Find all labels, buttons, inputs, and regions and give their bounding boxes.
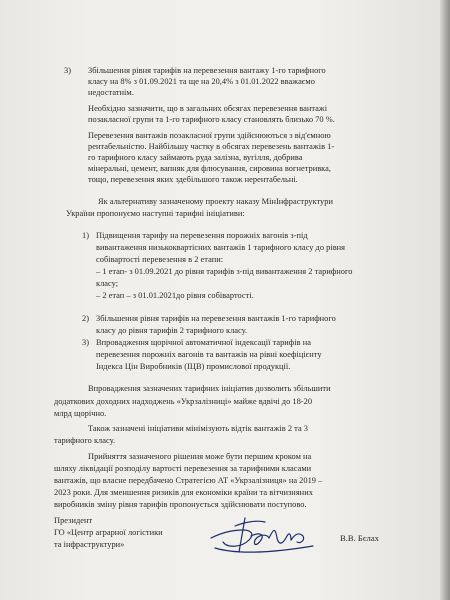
para-c-line-3: вантажів, що власне передбачено Стратегією АТ «Укрзалізниця» на 2019 – — [54, 476, 323, 485]
para-b-line-2: тарифного класу. — [54, 436, 116, 445]
signer-title-line-3: та інфраструктури» — [54, 540, 125, 549]
signer-title-line-1: Президент — [54, 516, 93, 525]
list-1-line-1: Підвищення тарифу на перевезення порожніх вагонів з-під — [96, 231, 308, 240]
item-3-line-1: Збільшення рівня тарифів на перевезення вантажу 1-го тарифного — [88, 66, 326, 75]
list-3-line-2: перевезення порожніх вагонів та вантажів на рівні коефіцієнту — [96, 350, 322, 359]
list-3-number: 3) — [82, 338, 90, 347]
item-3-line-2: класу на 8% з 01.09.2021 та ще на 20,4% з 01.01.2022 вважаємо — [88, 77, 315, 86]
list-3-line-1: Впровадження щорічної автоматичної індексації тарифів на — [96, 338, 311, 347]
list-3-line-3: Індекса Цін Виробників (ІЦВ) промислової продукції. — [96, 362, 291, 371]
note-1-line-1: Необхідно зазначити, що в загальних обсягах перевезення вантажі — [88, 104, 328, 113]
list-2-line-2: класу до рівня тарифів 2 тарифного класу. — [96, 326, 248, 335]
note-2-line-5: тощо, перевезення яких здебільшого також нерентабельні. — [88, 175, 298, 184]
para-a-line-1: Впровадження зазначених тарифних ініціатив дозволить збільшити — [88, 384, 331, 393]
list-1-stage-1-line-1: – 1 етап- з 01.09.2021 до рівня тарифів з-під вивантаження 2 тарифного — [96, 267, 353, 276]
intro-line-1: Як альтернативу зазначеному проекту наказу МінІнфраструктури — [98, 197, 333, 206]
para-c-line-1: Прийняття зазначеного рішення може бути першим кроком на — [88, 452, 312, 461]
item-3-line-3: недостатнім. — [88, 88, 134, 97]
signer-name: В.В. Бєлах — [340, 533, 379, 543]
list-2-line-1: Збільшення рівня тарифів на перевезення вантажів 1-го тарифного — [96, 314, 336, 323]
note-2-line-3: го тарифного класу займають руда залізна, вугілля, добрива — [88, 153, 303, 162]
para-b-line-1: Також зазначені ініціативи мінімізують відтік вантажів 2 та 3 — [88, 424, 309, 433]
list-1-line-3: собівартості перевезення в 2 етапи: — [96, 255, 224, 264]
list-2-number: 2) — [82, 314, 90, 323]
para-c-line-4: 2023 роки. Для зменшення ризиків для економіки країни та вітчизняних — [54, 488, 313, 497]
note-1-line-2: позакласної групи та 1-го тарифного класу становлять близько 70 %. — [88, 115, 335, 124]
note-2-line-2: рентабельністю. Найбільшу частку в обсягах перевезень вантажів 1- — [88, 142, 335, 151]
intro-line-2: України пропонуємо наступні тарифні ініціативи: — [66, 209, 245, 218]
para-a-line-3: млрд щорічно. — [54, 409, 107, 418]
note-2-line-1: Перевезення вантажів позакласної групи здійснюються з від'ємною — [88, 131, 331, 140]
list-1-stage-2: – 2 етап – з 01.01.2021до рівня собівартості. — [96, 291, 254, 300]
note-2-line-4: мінеральні, цемент, вапняк для флюсування, сировина вогнетривка, — [88, 164, 331, 173]
para-c-line-5: виробників зміну рівня тарифів пропонується здійснювати поступово. — [54, 500, 307, 509]
list-1-number: 1) — [82, 231, 90, 240]
item-3-number: 3) — [64, 66, 72, 75]
handwritten-signature — [205, 508, 325, 560]
list-1-stage-1-line-2: класу; — [96, 279, 119, 288]
para-c-line-2: шляху ліквідації розподілу вартості перевезення за тарифними класами — [54, 464, 312, 473]
signer-title-line-2: ГО «Центр аграрної логістики — [54, 528, 163, 537]
para-a-line-2: додаткових доходних надходжень «Укрзалізниці» майже вдвічі до 18-20 — [54, 397, 313, 406]
page-edge-shadow — [440, 0, 450, 600]
list-1-line-2: вивантаження низькоквартісних вантажів 1 тарифного класу до рівня — [96, 243, 346, 252]
